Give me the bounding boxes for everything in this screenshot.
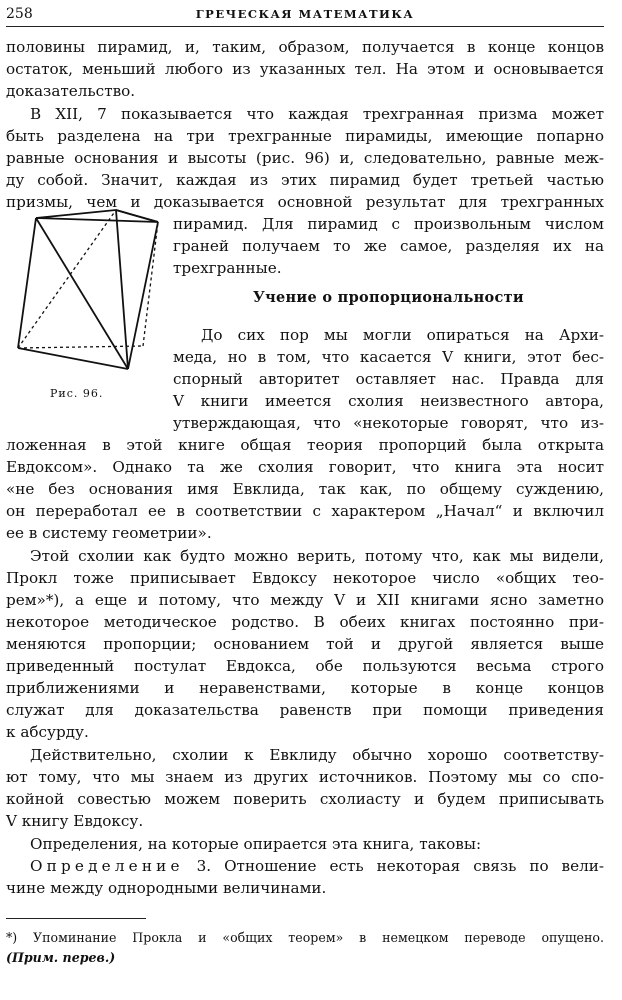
text-line: остаток, меньший любого из указанных тел. На этом и основывается bbox=[6, 60, 604, 78]
text-line: спорный авторитет оставляет нас. Правда для bbox=[173, 370, 604, 388]
text-line: В XII, 7 показывается что каждая трехгранная призма может bbox=[30, 105, 604, 123]
text-line: меняются пропорции; основанием той и другой является выше bbox=[6, 635, 604, 653]
text-line: меда, но в том, что касается V книги, этот бес- bbox=[173, 348, 604, 366]
section-heading: Учение о пропорциональности bbox=[253, 289, 524, 306]
text-line: Действительно, схолии к Евклиду обычно хорошо соответству- bbox=[30, 746, 604, 764]
footnote-rule bbox=[6, 918, 146, 919]
text-line: ложенная в этой книге общая теория пропорций была открыта bbox=[6, 436, 604, 454]
text-line: некоторое методическое родство. В обеих книгах постоянно при- bbox=[6, 613, 604, 631]
footnote-note-text: (Прим. перев.) bbox=[6, 950, 116, 965]
text-line: Евдоксом». Однако та же схолия говорит, что книга эта носит bbox=[6, 458, 604, 476]
prism-figure bbox=[8, 206, 168, 376]
text-line: служат для доказательства равенств при помощи приведения bbox=[6, 701, 604, 719]
text-line: Этой схолии как будто можно верить, потому что, как мы видели, bbox=[30, 547, 604, 565]
text-line: койной совестью можем поверить схолиасту и будем приписывать bbox=[6, 790, 604, 808]
text-line: половины пирамид, и, таким, образом, получается в конце концов bbox=[6, 38, 604, 56]
text-line: ее в систему геометрии». bbox=[6, 524, 212, 542]
text-line: чине между однородными величинами. bbox=[6, 879, 327, 897]
page-header bbox=[6, 4, 604, 27]
figure-caption: Рис. 96. bbox=[50, 387, 104, 400]
footnote-line: *) Упоминание Прокла и «общих теорем» в немецком переводе опущено. bbox=[6, 930, 604, 945]
text-line: равные основания и высоты (рис. 96) и, следовательно, равные меж- bbox=[6, 149, 604, 167]
text-line: трехгранные. bbox=[173, 259, 282, 277]
definition-text: 3. Отношение есть некоторая связь по вели- bbox=[183, 857, 604, 875]
triangular-prism-diagram bbox=[8, 206, 168, 376]
text-line: V книгу Евдоксу. bbox=[6, 812, 144, 830]
definition-word: Определение bbox=[30, 857, 184, 875]
footnote-note bbox=[6, 948, 604, 968]
text-line: доказательство. bbox=[6, 82, 136, 100]
running-title: ГРЕЧЕСКАЯ МАТЕМАТИКА bbox=[195, 7, 415, 21]
text-line: быть разделена на три трехгранные пирамиды, имеющие попарно bbox=[6, 127, 604, 145]
text-line: призмы, чем и доказывается основной результат для трехгранных bbox=[6, 193, 604, 211]
text-line: Прокл тоже приписывает Евдоксу некоторое число «общих тео- bbox=[6, 569, 604, 587]
text-line: ют тому, что мы знаем из других источников. Поэтому мы со спо- bbox=[6, 768, 604, 786]
text-line: к абсурду. bbox=[6, 723, 89, 741]
text-line: он переработал ее в соответствии с характером „Начал“ и включил bbox=[6, 502, 604, 520]
text-line: пирамид. Для пирамид с произвольным числом bbox=[173, 215, 604, 233]
text-line: Определения, на которые опирается эта книга, таковы: bbox=[30, 835, 482, 853]
text-line: приближениями и неравенствами, которые в конце концов bbox=[6, 679, 604, 697]
text-line: До сих пор мы могли опираться на Архи- bbox=[201, 326, 604, 344]
text-line: V книги имеется схолия неизвестного автора, bbox=[173, 392, 604, 410]
text-line: утверждающая, что «некоторые говорят, что из- bbox=[173, 414, 604, 432]
text-line: ду собой. Значит, каждая из этих пирамид будет третьей частью bbox=[6, 171, 604, 189]
text-line: граней получаем то же самое, разделяя их на bbox=[173, 237, 604, 255]
text-line: приведенный постулат Евдокса, обе пользуются весьма строго bbox=[6, 657, 604, 675]
text-line: рем»*), а еще и потому, что между V и XII книгами ясно заметно bbox=[6, 591, 604, 609]
definition-3-line bbox=[30, 855, 604, 877]
page-number: 258 bbox=[6, 6, 33, 22]
text-line: «не без основания имя Евклида, так как, по общему суждению, bbox=[6, 480, 604, 498]
